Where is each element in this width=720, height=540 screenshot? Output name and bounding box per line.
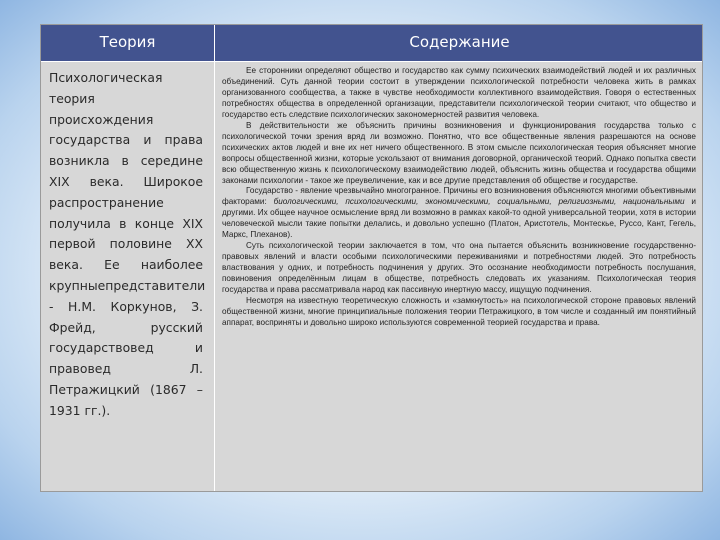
theory-cell: Психологическая теория происхождения государства и права возникла в середине XIX века. Широкое распространение получила в конце XIX первой половине XX века. Ее наиболее крупныепредставители - Н.М. Коркунов, З. Фрейд, русский государствовед и правовед Л. Петражицкий (1867 – 1931 гг.). xyxy=(49,70,206,418)
factors-list: биологическими, психологическими, экономическими, социальными, религиозными, национальными xyxy=(273,197,685,207)
content-cell xyxy=(222,66,696,329)
table-header xyxy=(41,25,702,62)
theory-table xyxy=(40,24,703,492)
content-paragraph-4: Суть психологической теории заключается в том, что она пытается объяснить возникновение государственно-правовых явлений и власти особыми психологическими переживаниями и потребностями людей. Это потребность властвования у одних, и потребность подчинения у других. Это осознание необходимости потребность послушания, повиновения определённым лицам в обществе, потребность следовать их указаниям. Психологическая теория государства и права рассматривала народ как пассивную инертную массу, ищущую подчинения. xyxy=(222,241,696,295)
content-paragraph-1: Ее сторонники определяют общество и государство как сумму психических взаимодействий людей и их различных объединений. Суть данной теории состоит в утверждении психологической потребности человека жить в рамках организованного сообщества, а также в чувстве необходимости коллективного взаимодействия. Говоря о естественных потребностях общества в определенной организации, представители психологической теории считают, что общество и государство есть следствие психологических закономерностей развития человека. xyxy=(222,66,696,119)
header-theory: Теория xyxy=(99,33,156,51)
content-paragraph-5: Несмотря на известную теоретическую сложность и «замкнутость» на психологической стороне правовых явлений общественной жизни, многие принципиальные положения теории Петражицкого, в том числе и созданный им понятийный аппарат, восприняты и довольно широко используются современной теорией государства и права. xyxy=(222,296,696,327)
paragraph-3-start: Государство - явление чрезвычайно многогранное. Причины его возникновения объясняются многими объективными факторами: xyxy=(222,186,696,207)
content-paragraph-2: В действительности же объяснить причины возникновения и функционирования государства только с психологической точки зрения вряд ли возможно. Понятно, что все общественные явления разрешаются на основе психических актов людей и вне их нет ничего общественного. В этом смысле психологическая теория объясняет многие вопросы общественной жизни, которые ускользают от внимания договорной, органической теорий. Однако попытка свести всю общественную жизнь к психологическому взаимодействию людей, объяснить жизнь общества и государства общими законами психологии - такое же преувеличение, как и все другие представления об обществе и государстве. xyxy=(222,120,696,185)
column-divider xyxy=(214,25,215,491)
header-content: Содержание xyxy=(409,33,510,51)
content-paragraph-3 xyxy=(222,186,696,241)
paragraph-3-end: и другими. Их общее научное осмысление вряд ли возможно в рамках какой-то одной универсальной теории, хотя в истории человеческой мысли такие попытки делались, и довольно успешно (Платон, Аристотель, Монтескье, Руссо, Кант, Гегель, Маркс, Плеханов). xyxy=(222,197,696,240)
